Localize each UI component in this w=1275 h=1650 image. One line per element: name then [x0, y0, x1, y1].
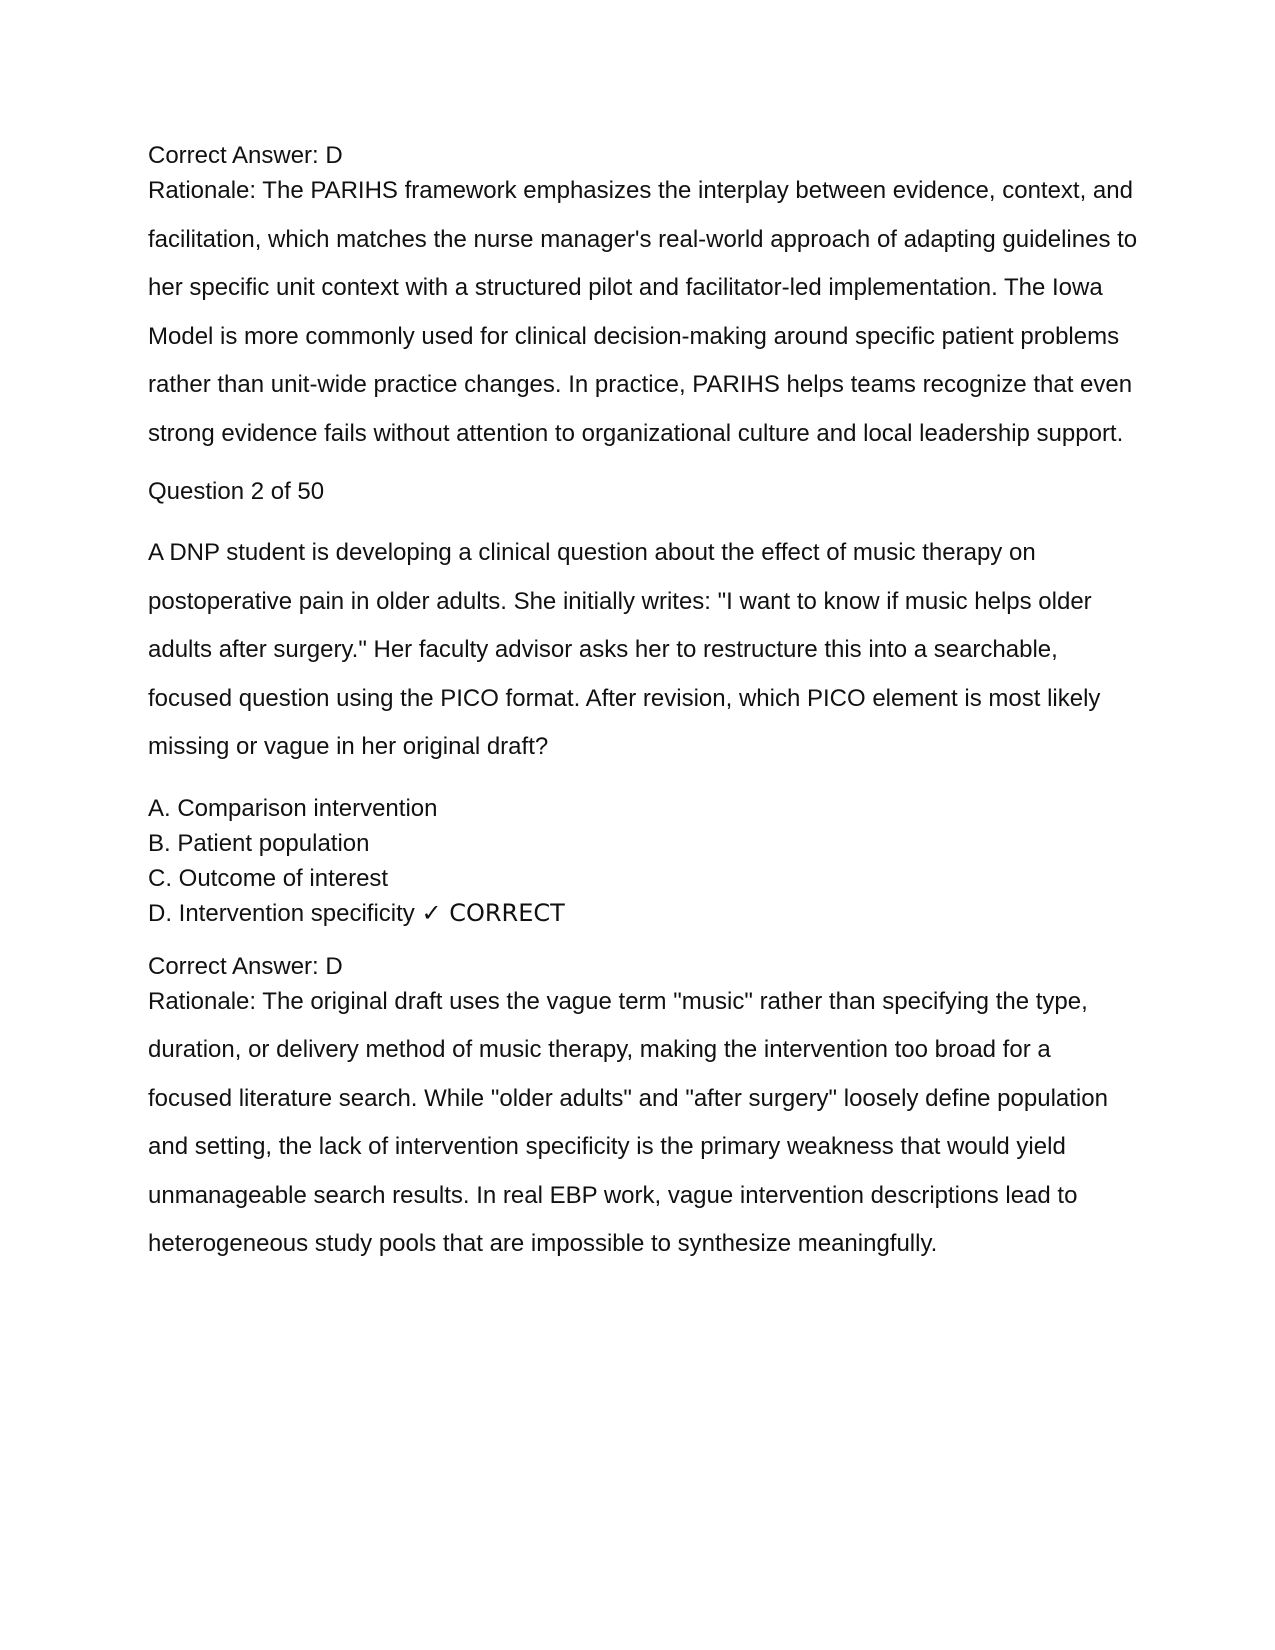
- correct-answer-2: Correct Answer: D: [148, 952, 343, 980]
- document-page: [148, 138, 1138, 1269]
- correct-marker: ✓ CORRECT: [421, 898, 565, 927]
- option-c: C. Outcome of interest: [148, 864, 389, 892]
- correct-answer-1: Correct Answer: D: [148, 142, 343, 169]
- option-b: B. Patient population: [148, 829, 370, 857]
- option-d: [148, 896, 1138, 931]
- question-header: Question 2 of 50: [148, 478, 325, 505]
- option-a: A. Comparison intervention: [148, 794, 438, 822]
- option-d-label: D. Intervention specificity: [148, 899, 415, 927]
- rationale-2: Rationale: The original draft uses the vague term "music" rather than specifying the type, duration, or delivery method of music therapy, making the intervention too broad for a focused literature search. While "older adults" and "after surgery" loosely define population and setting, the lack of intervention specificity is the primary weakness that would yield unmanageable search results. In real EBP work, vague intervention descriptions lead to heterogeneous study pools that are impossible to synthesize meaningfully.: [148, 987, 1108, 1257]
- rationale-1: Rationale: The PARIHS framework emphasizes the interplay between evidence, context, and facilitation, which matches the nurse manager's real-world approach of adapting guidelines to her specific unit context with a structured pilot and facilitator-led implementation. The Iowa Model is more commonly used for clinical decision-making around specific patient problems rather than unit-wide practice changes. In practice, PARIHS helps teams recognize that even strong evidence fails without attention to organizational culture and local leadership support.: [148, 177, 1138, 447]
- question-stem: A DNP student is developing a clinical question about the effect of music therapy on postoperative pain in older adults. She initially writes: "I want to know if music helps older adults after surgery." Her faculty advisor asks her to restructure this into a searchable, focused question using the PICO format. After revision, which PICO element is most likely missing or vague in her original draft?: [148, 539, 1101, 760]
- answer-options: [148, 791, 1138, 931]
